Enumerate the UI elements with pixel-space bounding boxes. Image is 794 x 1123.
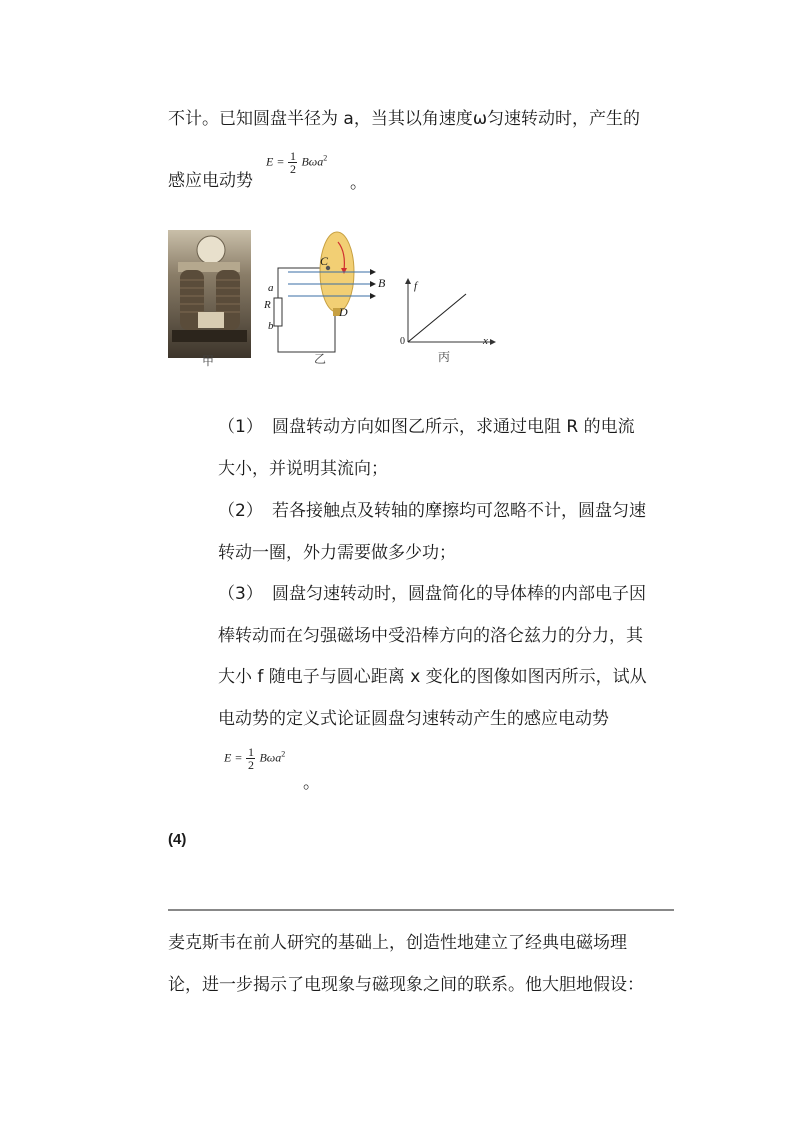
photo-faraday-disk xyxy=(168,230,251,358)
label-x-axis: x xyxy=(483,335,488,347)
formula-exponent: 2 xyxy=(281,749,286,759)
f-x-line xyxy=(408,294,466,342)
formula-numerator: 1 xyxy=(247,745,254,759)
label-origin: 0 xyxy=(400,336,405,347)
question-3-line: 圆盘匀速转动时，圆盘简化的导体棒的内部电子因 xyxy=(272,584,646,604)
paragraph-line: 麦克斯韦在前人研究的基础上，创造性地建立了经典电磁场理 xyxy=(168,933,627,953)
paragraph-line: 感应电动势 xyxy=(168,171,253,191)
formula-rhs: Bωa xyxy=(301,154,324,169)
formula-fraction xyxy=(288,150,297,175)
label-c: C xyxy=(320,254,329,268)
question-1-number: （1） xyxy=(218,417,263,437)
period: 。 xyxy=(350,173,367,193)
question-1-line: 大小，并说明其流向； xyxy=(218,459,388,479)
label-d: D xyxy=(339,305,348,319)
question-3-number: （3） xyxy=(218,584,263,604)
label-b-field: B xyxy=(378,276,386,290)
question-3-line: 电动势的定义式论证圆盘匀速转动产生的感应电动势 xyxy=(218,709,609,729)
circuit-diagram xyxy=(262,228,392,358)
question-1-line: 圆盘转动方向如图乙所示，求通过电阻 R 的电流 xyxy=(272,417,635,437)
section-divider xyxy=(168,909,674,911)
paragraph-line: 不计。已知圆盘半径为 a，当其以角速度ω匀速转动时，产生的 xyxy=(168,109,641,129)
formula-lhs: E = xyxy=(266,154,285,169)
formula-rhs: Bωa xyxy=(259,750,282,765)
formula-fraction xyxy=(246,746,255,771)
formula-denominator: 2 xyxy=(289,162,296,176)
caption-jia: 甲 xyxy=(202,354,215,368)
paragraph-line: 论，进一步揭示了电现象与磁现象之间的联系。他大胆地假设： xyxy=(168,975,644,995)
period: 。 xyxy=(303,773,320,793)
resistor xyxy=(274,298,282,326)
question-3-line: 大小 f 随电子与圆心距离 x 变化的图像如图丙所示，试从 xyxy=(218,667,647,687)
question-3-line: 棒转动而在匀强磁场中受沿棒方向的洛仑兹力的分力，其 xyxy=(218,626,643,646)
formula-lhs: E = xyxy=(224,750,243,765)
formula-exponent: 2 xyxy=(323,153,328,163)
emf-formula-q3 xyxy=(224,746,285,771)
question-4-label: (4) xyxy=(168,831,187,848)
question-2-line: 转动一圈，外力需要做多少功； xyxy=(218,543,456,563)
question-2-line: 若各接触点及转轴的摩擦均可忽略不计，圆盘匀速 xyxy=(272,501,646,521)
caption-yi: 乙 xyxy=(314,352,327,366)
formula-denominator: 2 xyxy=(247,758,254,772)
label-a: a xyxy=(268,282,274,294)
emf-formula xyxy=(266,150,327,175)
formula-numerator: 1 xyxy=(289,149,296,163)
caption-bing: 丙 xyxy=(438,350,451,364)
label-r: R xyxy=(264,299,271,311)
label-b-terminal: b xyxy=(268,320,274,332)
label-f-axis: f xyxy=(414,280,418,292)
question-2-number: （2） xyxy=(218,501,263,521)
